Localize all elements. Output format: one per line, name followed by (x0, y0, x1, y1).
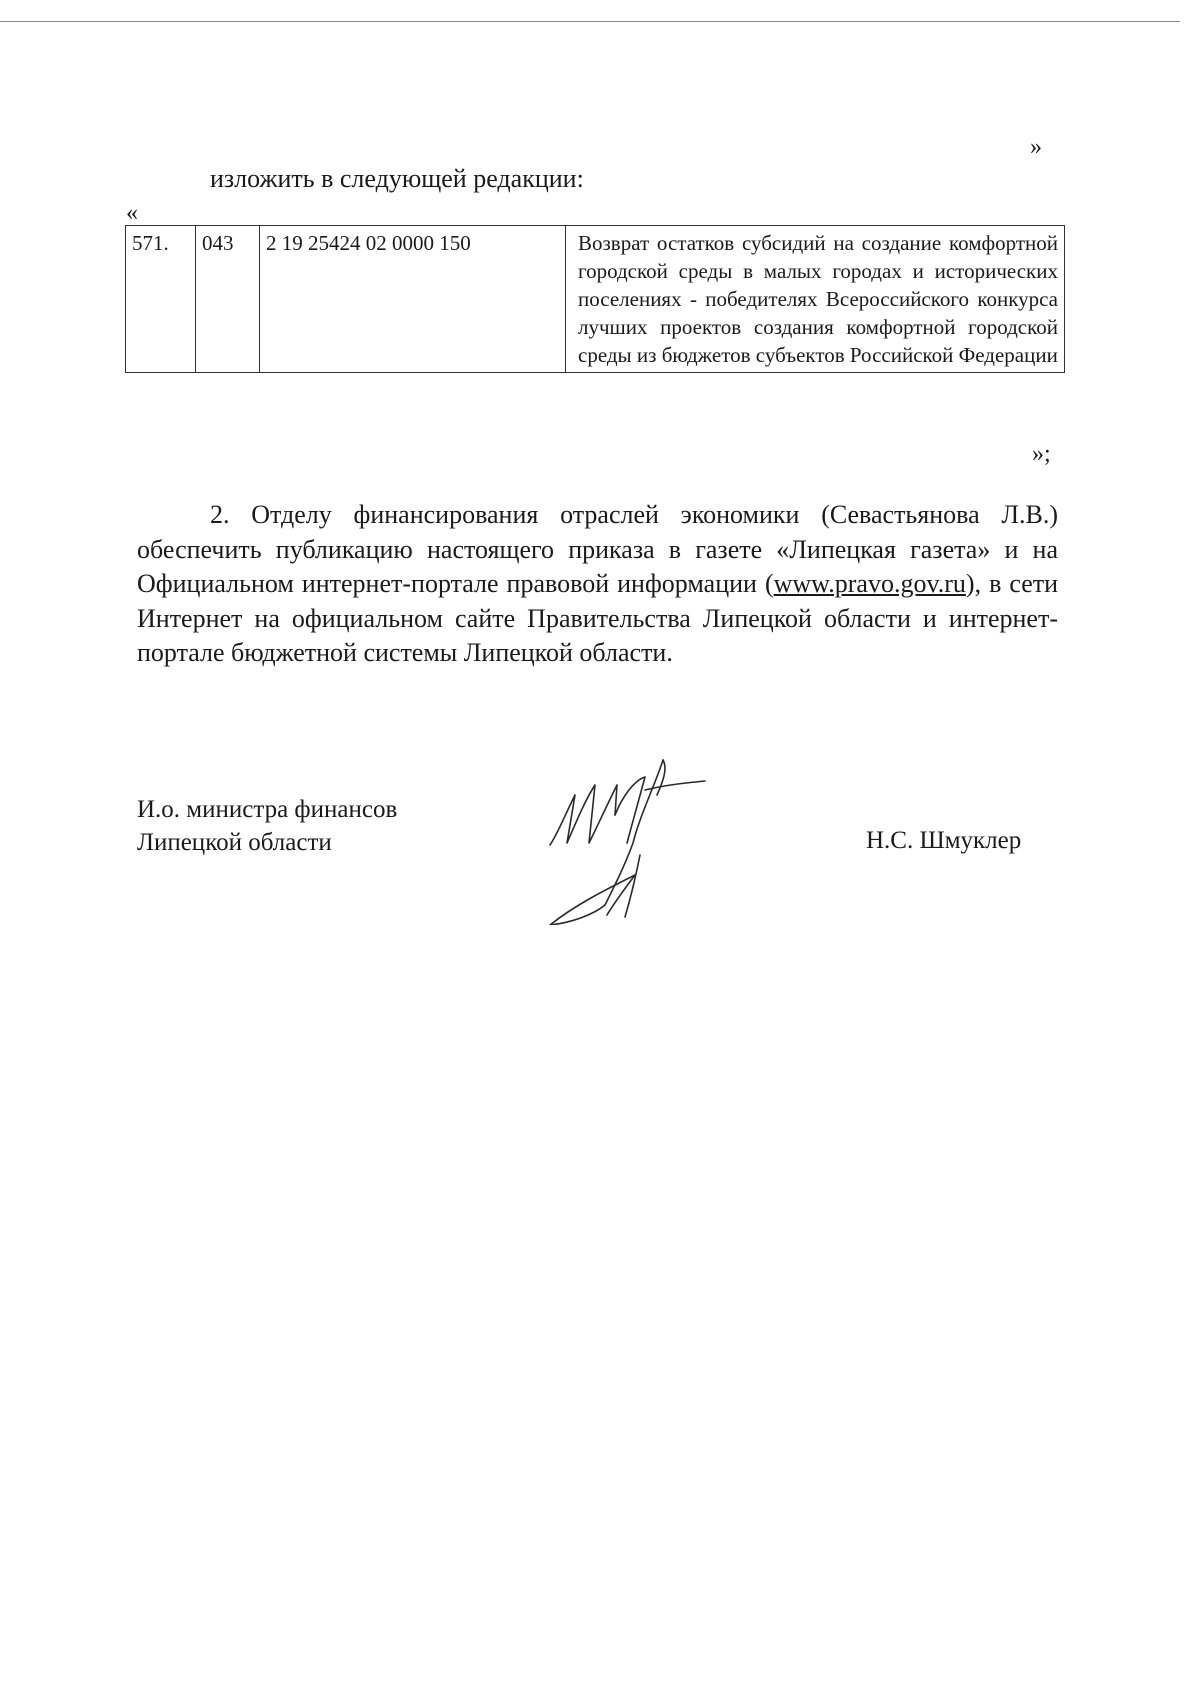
opening-quote-mark: « (126, 200, 138, 226)
paragraph-2 (137, 498, 1058, 671)
signer-position (137, 793, 397, 859)
budget-code-table (125, 225, 1065, 373)
paragraph-text-start: 2. Отделу финансирования отраслей экономики (Севастьянова Л.В.) обеспечить публикацию настоящего приказа в газете «Липецкая газета» и на Официальном интернет-портале правовой информации ( (137, 500, 1058, 598)
description-cell: Возврат остатков субсидий на создание комфортной городской среды в малых городах и исторических поселениях - победителях Всероссийского конкурса лучших проектов создания комфортной городской среды из бюджетов субъектов Российской Федерации (566, 226, 1065, 373)
pravo-link[interactable]: www.pravo.gov.ru (773, 569, 966, 598)
closing-quote-mark-table: »; (1032, 441, 1051, 467)
closing-quote-mark: » (1030, 134, 1042, 160)
signer-position-line-2: Липецкой области (137, 829, 332, 856)
paragraph-text-end: ), в сети Интернет на официальном сайте Правительства Липецкой области и интернет-портале бюджетной системы Липецкой области. (137, 569, 1059, 667)
row-number-cell: 571. (126, 226, 196, 373)
signer-name: Н.С. Шмуклер (866, 827, 1022, 854)
admin-code-cell: 043 (196, 226, 260, 373)
intro-line: изложить в следующей редакции: (210, 164, 584, 193)
kbk-code-cell: 2 19 25424 02 0000 150 (260, 226, 566, 373)
handwritten-signature (545, 755, 785, 925)
table-row (126, 226, 1065, 373)
signer-position-line-1: И.о. министра финансов (137, 796, 398, 823)
scan-top-edge (0, 21, 1180, 22)
